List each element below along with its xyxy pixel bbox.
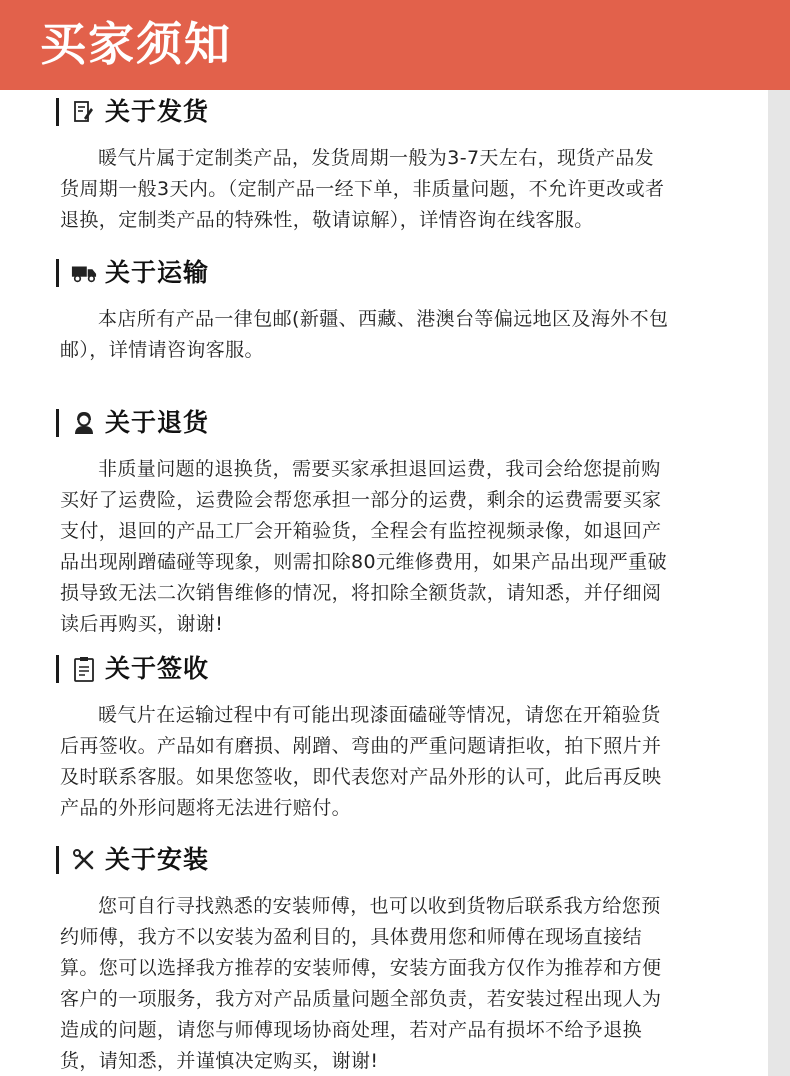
clipboard-icon	[71, 656, 97, 682]
paragraph-line: 及时联系客服。如果您签收，即代表您对产品外形的认可，此后再反映	[60, 766, 662, 788]
paragraph-line: 损导致无法二次销售维修的情况，将扣除全额货款，请知悉，并仔细阅	[60, 582, 662, 604]
paragraph-line: 货，请知悉，并谨慎决定购买，谢谢!	[60, 1050, 379, 1072]
paragraph-line: 后再签收。产品如有磨损、剐蹭、弯曲的严重问题请拒收，拍下照片并	[60, 735, 662, 757]
section-title: 关于发货	[105, 97, 210, 126]
paragraph-line: 造成的问题，请您与师傅现场协商处理，若对产品有损坏不给予退换	[60, 1019, 643, 1041]
section-header	[56, 845, 209, 875]
paragraph-line: 品出现剐蹭磕碰等现象，则需扣除80元维修费用，如果产品出现严重破	[60, 551, 667, 573]
document-edit-icon	[71, 99, 97, 125]
paragraph-line: 非质量问题的退换货，需要买家承担退回运费，我司会给您提前购	[98, 458, 661, 480]
paragraph-line: 算。您可以选择我方推荐的安装师傅，安装方面我方仅作为推荐和方便	[60, 957, 662, 979]
customer-service-icon	[71, 410, 97, 436]
paragraph-line: 退换，定制类产品的特殊性，敬请谅解），详情咨询在线客服。	[60, 209, 594, 231]
section-title: 关于签收	[105, 654, 210, 683]
paragraph-line: 约师傅，我方不以安装为盈利目的，具体费用您和师傅在现场直接结	[60, 926, 643, 948]
side-strip	[768, 90, 790, 1076]
page-title: 买家须知	[40, 17, 232, 71]
paragraph-line: 读后再购买，谢谢!	[60, 613, 224, 635]
section-bar	[56, 259, 59, 287]
section-header	[56, 97, 209, 127]
section-title: 关于退货	[105, 408, 210, 437]
paragraph-line: 暖气片在运输过程中有可能出现漆面磕碰等情况，请您在开箱验货	[98, 704, 661, 726]
paragraph-line: 产品的外形问题将无法进行赔付。	[60, 797, 352, 819]
paragraph-line: 本店所有产品一律包邮(新疆、西藏、港澳台等偏远地区及海外不包	[98, 308, 669, 330]
paragraph-line: 您可自行寻找熟悉的安装师傅，也可以收到货物后联系我方给您预	[98, 895, 661, 917]
section-paragraph	[60, 304, 720, 366]
paragraph-line: 买好了运费险，运费险会帮您承担一部分的运费，剩余的运费需要买家	[60, 489, 662, 511]
section-header	[56, 654, 209, 684]
section-paragraph	[60, 700, 720, 824]
tools-icon	[71, 847, 97, 873]
section-title: 关于运输	[105, 258, 210, 287]
paragraph-line: 邮），详情请咨询客服。	[60, 339, 264, 361]
section-bar	[56, 409, 59, 437]
paragraph-line: 暖气片属于定制类产品，发货周期一般为3-7天左右，现货产品发	[98, 147, 655, 169]
paragraph-line: 货周期一般3天内。（定制产品一经下单，非质量问题，不允许更改或者	[60, 178, 665, 200]
section-header	[56, 258, 209, 288]
section-paragraph	[60, 891, 720, 1076]
section-paragraph	[60, 454, 720, 640]
section-bar	[56, 655, 59, 683]
section-paragraph	[60, 143, 720, 236]
section-title: 关于安装	[105, 845, 210, 874]
section-bar	[56, 98, 59, 126]
section-header	[56, 408, 209, 438]
header-banner	[0, 0, 790, 90]
paragraph-line: 支付，退回的产品工厂会开箱验货，全程会有监控视频录像，如退回产	[60, 520, 662, 542]
truck-icon	[71, 260, 97, 286]
paragraph-line: 客户的一项服务，我方对产品质量问题全部负责，若安装过程出现人为	[60, 988, 662, 1010]
section-bar	[56, 846, 59, 874]
